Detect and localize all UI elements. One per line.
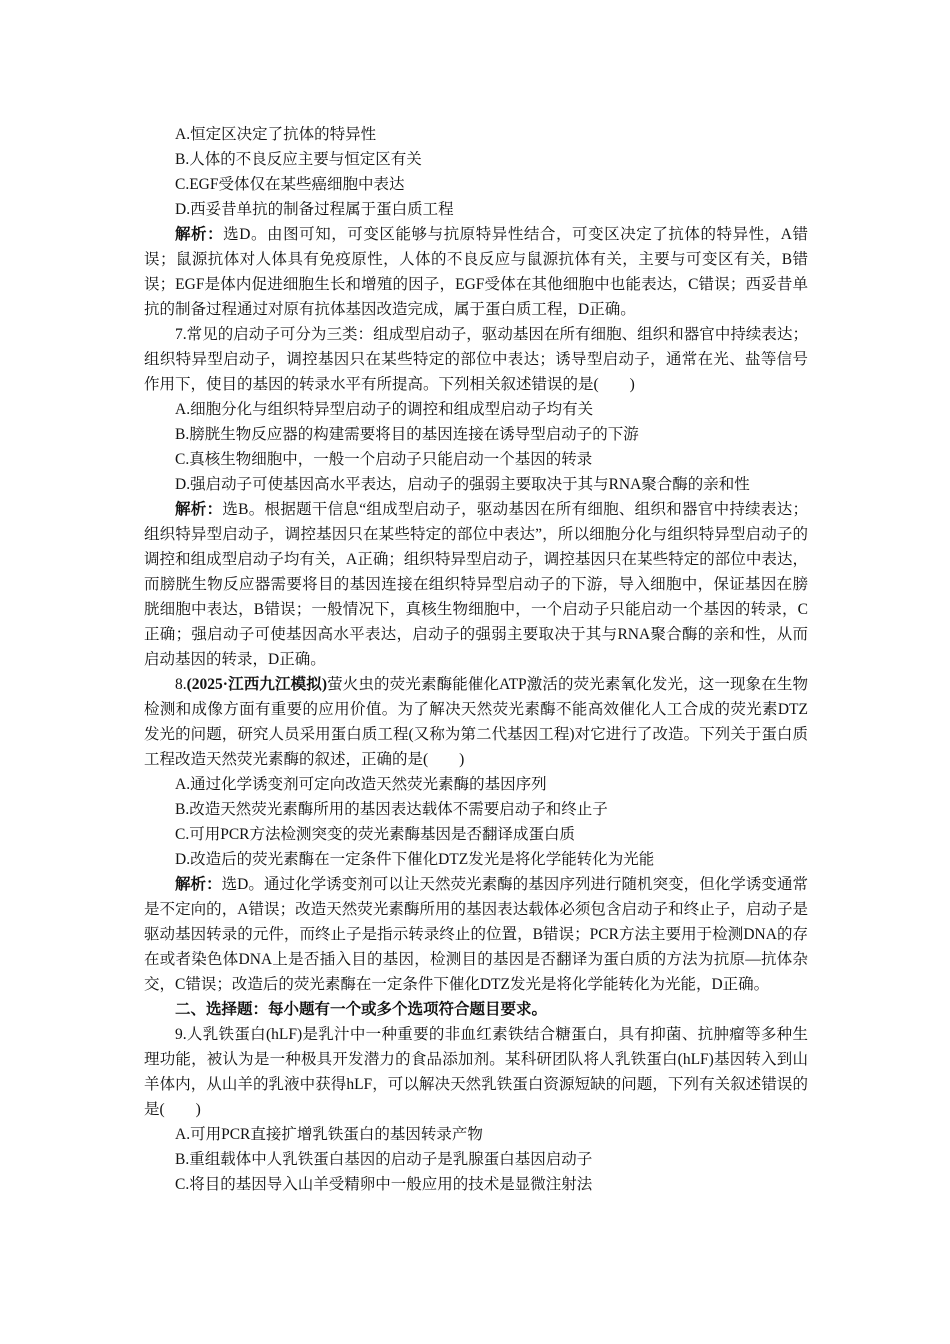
q7-analysis: [144, 497, 808, 672]
q6-option-d: D.西妥昔单抗的制备过程属于蛋白质工程: [175, 201, 454, 218]
q8-stem-paragraph: [144, 672, 808, 772]
q6-option-b: B.人体的不良反应主要与恒定区有关: [175, 151, 422, 168]
q6-analysis-label: 解析：: [175, 226, 224, 243]
q8-stem: 萤火虫的荧光素酶能催化ATP激活的荧光素氧化发光，这一现象在生物检测和成像方面有重要的应用价值。为了解决天然荧光素酶不能高效催化人工合成的荧光素DTZ发光的问题，研究人员采用蛋白质工程(又称为第二代基因工程)对它进行了改造。下列关于蛋白质工程改造天然荧光素酶的叙述，正确的是( ): [144, 676, 808, 768]
q6-option-a: A.恒定区决定了抗体的特异性: [175, 126, 377, 143]
q6-analysis-text: 选D。由图可知，可变区能够与抗原特异性结合，可变区决定了抗体的特异性，A错误；鼠源抗体对人体具有免疫原性，人体的不良反应与鼠源抗体有关，主要与可变区有关，B错误；EGF是体内促进细胞生长和增殖的因子，EGF受体在其他细胞中也能表达，C错误；西妥昔单抗的制备过程通过对原有抗体基因改造完成，属于蛋白质工程，D正确。: [144, 226, 808, 318]
q8-number: 8.: [175, 676, 187, 693]
question-7-block: [144, 322, 808, 672]
q8-option-a: A.通过化学诱变剂可定向改造天然荧光素酶的基因序列: [175, 776, 547, 793]
q6-option-c: C.EGF受体仅在某些癌细胞中表达: [175, 176, 405, 193]
q7-option-b: B.膀胱生物反应器的构建需要将目的基因连接在诱导型启动子的下游: [175, 426, 639, 443]
q9-stem: 9.人乳铁蛋白(hLF)是乳汁中一种重要的非血红素铁结合糖蛋白，具有抑菌、抗肿瘤等多种生理功能，被认为是一种极具开发潜力的食品添加剂。某科研团队将人乳铁蛋白(hLF)基因转入到山羊体内，从山羊的乳液中获得hLF，可以解决天然乳铁蛋白资源短缺的问题，下列有关叙述错误的是( ): [144, 1026, 808, 1118]
section-2-title: 二、选择题：每小题有一个或多个选项符合题目要求。: [175, 1001, 548, 1018]
question-8-block: [144, 672, 808, 997]
q9-option-a: A.可用PCR直接扩增乳铁蛋白的基因转录产物: [175, 1126, 483, 1143]
q8-option-d: D.改造后的荧光素酶在一定条件下催化DTZ发光是将化学能转化为光能: [175, 851, 655, 868]
q9-option-c: C.将目的基因导入山羊受精卵中一般应用的技术是显微注射法: [175, 1176, 593, 1193]
question-6-block: [144, 122, 808, 322]
q8-option-b: B.改造天然荧光素酶所用的基因表达载体不需要启动子和终止子: [175, 801, 608, 818]
q8-option-c: C.可用PCR方法检测突变的荧光素酶基因是否翻译成蛋白质: [175, 826, 576, 843]
q8-analysis-label: 解析：: [175, 876, 222, 893]
q7-option-d: D.强启动子可使基因高水平表达，启动子的强弱主要取决于其与RNA聚合酶的亲和性: [175, 476, 750, 493]
q8-analysis: [144, 872, 808, 997]
q8-analysis-text: 选D。通过化学诱变剂可以让天然荧光素酶的基因序列进行随机突变，但化学诱变通常是不定向的，A错误；改造天然荧光素酶所用的基因表达载体必须包含启动子和终止子，启动子是驱动基因转录的元件，而终止子是指示转录终止的位置，B错误；PCR方法主要用于检测DNA的存在或者染色体DNA上是否插入目的基因，检测目的基因是否翻译为蛋白质的方法为抗原—抗体杂交，C错误；改造后的荧光素酶在一定条件下催化DTZ发光是将化学能转化为光能，D正确。: [144, 876, 808, 993]
question-9-block: [144, 1022, 808, 1197]
document-page: [144, 122, 808, 1197]
q7-analysis-text: 选B。根据题干信息“组成型启动子，驱动基因在所有细胞、组织和器官中持续表达；组织特异型启动子，调控基因只在某些特定的部位中表达”，所以细胞分化与组织特异型启动子的调控和组成型启动子均有关，A正确；组织特异型启动子，调控基因只在某些特定的部位中表达，而膀胱生物反应器需要将目的基因连接在组织特异型启动子的下游，导入细胞中，保证基因在膀胱细胞中表达，B错误；一般情况下，真核生物细胞中，一个启动子只能启动一个基因的转录，C正确；强启动子可使基因高水平表达，启动子的强弱主要取决于其与RNA聚合酶的亲和性，从而启动基因的转录，D正确。: [144, 501, 808, 668]
q7-option-a: A.细胞分化与组织特异型启动子的调控和组成型启动子均有关: [175, 401, 594, 418]
q9-option-b: B.重组载体中人乳铁蛋白基因的启动子是乳腺蛋白基因启动子: [175, 1151, 593, 1168]
q7-option-c: C.真核生物细胞中，一般一个启动子只能启动一个基因的转录: [175, 451, 593, 468]
q7-stem: 7.常见的启动子可分为三类：组成型启动子，驱动基因在所有细胞、组织和器官中持续表达；组织特异型启动子，调控基因只在某些特定的部位中表达；诱导型启动子，通常在光、盐等信号作用下，使目的基因的转录水平有所提高。下列相关叙述错误的是( ): [144, 326, 808, 393]
q6-analysis: [144, 222, 808, 322]
q8-source: (2025·江西九江模拟): [186, 676, 328, 693]
q7-analysis-label: 解析：: [175, 501, 223, 518]
